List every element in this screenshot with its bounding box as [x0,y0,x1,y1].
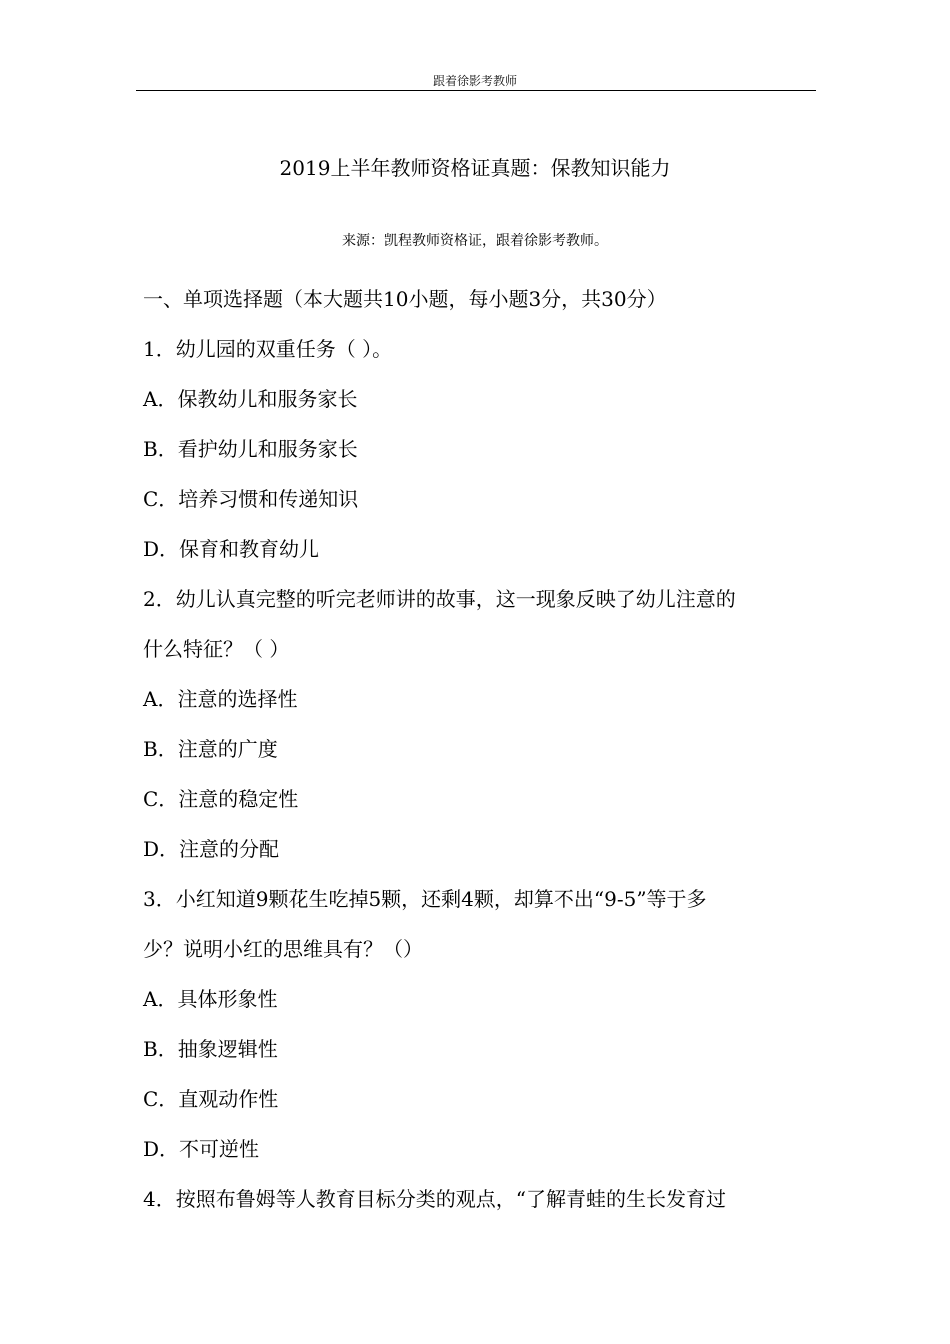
question-stem-continued: 什么特征？（ ） [143,637,290,661]
source-note: 来源：凯程教师资格证，跟着徐影考教师。 [342,233,608,249]
section-heading: 一、单项选择题（本大题共10小题，每小题3分，共30分） [143,287,667,311]
question-stem: 1．幼儿园的双重任务（ ）。 [143,337,393,361]
answer-option: D．注意的分配 [143,837,280,861]
answer-option: B．抽象逻辑性 [143,1037,278,1061]
document-title: 2019上半年教师资格证真题：保教知识能力 [279,156,671,180]
answer-option: D．保育和教育幼儿 [143,537,320,561]
answer-option: A．具体形象性 [143,987,278,1011]
answer-option: C．注意的稳定性 [143,787,299,811]
document-body [143,285,823,1235]
answer-option: C．直观动作性 [143,1087,279,1111]
header-divider [136,90,816,91]
answer-option: C．培养习惯和传递知识 [143,487,359,511]
question-stem: 2．幼儿认真完整的听完老师讲的故事，这一现象反映了幼儿注意的 [143,587,736,611]
answer-option: B．注意的广度 [143,737,278,761]
answer-option: A．保教幼儿和服务家长 [143,387,358,411]
answer-option: D．不可逆性 [143,1137,260,1161]
question-stem-continued: 少？说明小红的思维具有？（） [143,937,423,961]
answer-option: A．注意的选择性 [143,687,298,711]
question-stem: 3．小红知道9颗花生吃掉5颗，还剩4颗，却算不出“9-5”等于多 [143,887,707,911]
question-stem: 4．按照布鲁姆等人教育目标分类的观点，“了解青蛙的生长发育过 [143,1187,726,1211]
answer-option: B．看护幼儿和服务家长 [143,437,358,461]
running-header: 跟着徐影考教师 [432,74,517,88]
